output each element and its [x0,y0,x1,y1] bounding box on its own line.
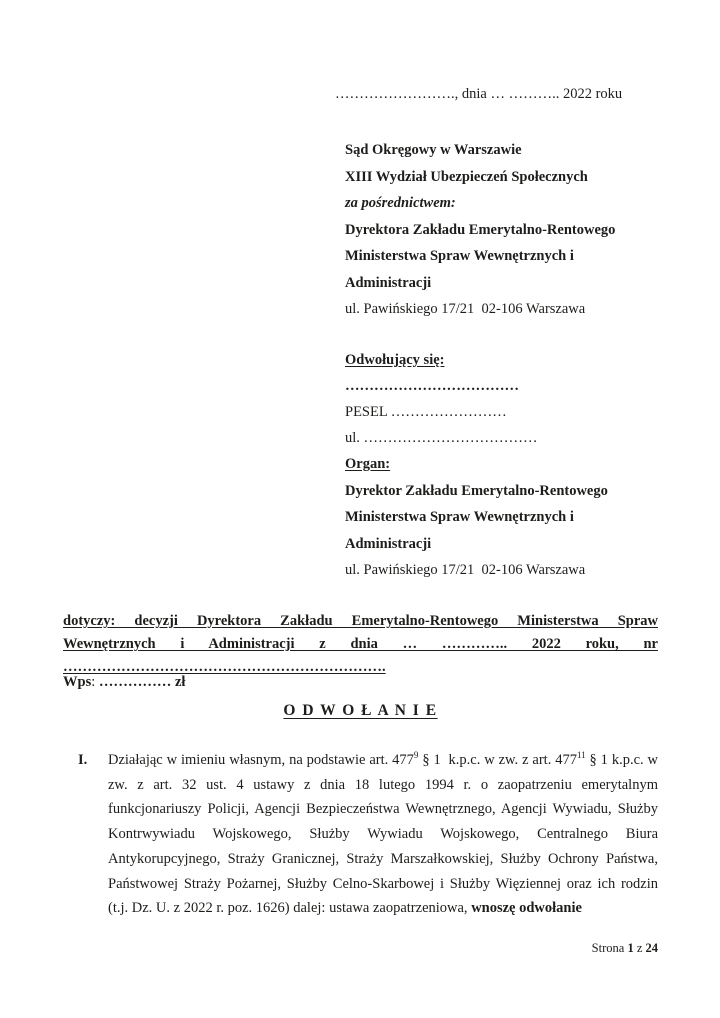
court-director-line: Dyrektora Zakładu Emerytalno-Rentowego [345,221,616,238]
footer-of-word: z [633,941,646,955]
point-one-text-part3: § 1 k.p.c. w zw. z art. 32 ust. 4 ustawy z dnia 18 lutego 1994 r. o zaopatrzeniu emerytalnym funkcjonariuszy Policji, Agencji Bezpieczeństwa Wewnętrznego, Agencji Wywiadu, Służby Kontrwywiadu Wojskowego, Służby Wywiadu Wojskowego, Centralnego Biura Antykorupcyjnego, Straży Granicznej, Straży Marszałkowskiej, Służby Ochrony Państwa, Państwowej Straży Pożarnej, Służby Celno-Skarbowej i Służby Więziennej oraz ich rodzin (t.j. Dz. U. z 2022 r. poz. 1626) dalej: ustawa zaopatrzeniowa, [108,752,658,917]
court-address-block [345,137,615,323]
point-one-paragraph [63,748,658,921]
subject-line: dotyczy: decyzji Dyrektora Zakładu Emerytalno-Rentowego Ministerstwa Spraw Wewnętrznych i Administracji z dnia … ………….. 2022 roku, nr …………………………………………………………. [63,613,658,675]
court-ministry-cont-line: Administracji [345,274,432,291]
document-title-text: O D W O Ł A N I E [283,702,438,719]
document-title [63,702,658,720]
superscript-9: 9 [413,750,419,761]
wps-colon: : [91,674,99,690]
appellant-block [345,347,538,451]
point-one-text-part1: Działając w imieniu własnym, na podstawie art. 477 [108,752,414,768]
court-division: XIII Wydział Ubezpieczeń Społecznych [345,168,588,185]
page-footer [63,941,658,956]
organ-director-line: Dyrektor Zakładu Emerytalno-Rentowego [345,482,608,499]
appellant-street-line: ul. ……………………………… [345,430,538,446]
point-one-text-part2: § 1 k.p.c. w zw. z art. 477 [418,752,577,768]
wps-line [63,674,185,691]
court-street-address: ul. Pawińskiego 17/21 02-106 Warszawa [345,301,586,317]
footer-page-word: Strona [591,941,628,955]
point-one-number: I. [78,752,88,768]
footer-page-number: 1 [627,941,634,955]
footer-total-pages: 24 [645,941,658,955]
court-name: Sąd Okręgowy w Warszawie [345,142,522,158]
court-ministry-line: Ministerstwa Spraw Wewnętrznych i [345,248,574,264]
appellant-pesel-line: PESEL …………………… [345,404,507,420]
organ-ministry-line: Ministerstwa Spraw Wewnętrznych i [345,509,574,525]
wps-value-blank: …………… zł [98,674,186,690]
organ-heading: Organ: [345,456,391,472]
court-via-label: za pośrednictwem: [345,195,456,211]
organ-ministry-cont-line: Administracji [345,535,432,552]
appellant-name-blank: ……………………………… [345,378,519,394]
date-line: ……………………., dnia … ……….. 2022 roku [335,86,623,102]
point-one-bold-phrase: wnoszę odwołanie [471,900,582,917]
wps-label: Wps [63,674,92,690]
appellant-heading: Odwołujący się: [345,352,445,368]
organ-street-address: ul. Pawińskiego 17/21 02-106 Warszawa [345,562,586,578]
superscript-11: 11 [576,750,586,761]
organ-block [345,451,608,584]
